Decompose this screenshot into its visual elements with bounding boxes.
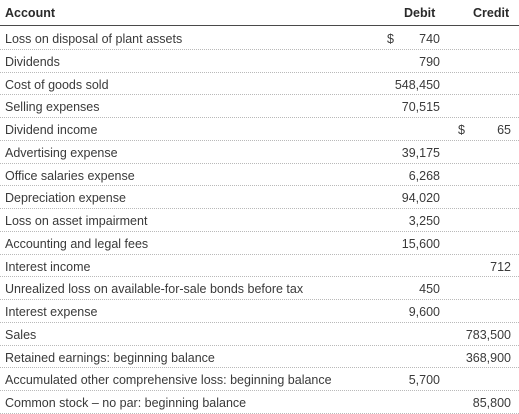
table-row bbox=[0, 141, 519, 164]
header-account: Account bbox=[5, 6, 55, 20]
account-cell: Common stock – no par: beginning balance bbox=[5, 396, 247, 410]
table-row bbox=[0, 323, 519, 346]
table-row bbox=[0, 346, 519, 369]
table-row bbox=[0, 186, 519, 209]
header-credit: Credit bbox=[473, 6, 510, 20]
credit-cell: 712 bbox=[490, 259, 511, 274]
table-row bbox=[0, 118, 519, 141]
header-debit: Debit bbox=[404, 6, 436, 20]
header-rule bbox=[0, 25, 519, 26]
account-cell: Accounting and legal fees bbox=[5, 236, 149, 251]
account-cell: Loss on disposal of plant assets bbox=[5, 32, 183, 46]
table-row bbox=[0, 300, 519, 323]
account-cell: Unrealized loss on available-for-sale bonds before tax bbox=[5, 282, 304, 297]
table-row bbox=[0, 368, 519, 391]
account-cell: Depreciation expense bbox=[5, 191, 126, 206]
debit-cell: 740 bbox=[419, 32, 440, 46]
table-row bbox=[0, 164, 519, 187]
debit-cell: 15,600 bbox=[401, 236, 440, 251]
table-body bbox=[0, 27, 519, 414]
account-cell: Interest income bbox=[5, 259, 91, 274]
debit-cell: 450 bbox=[419, 282, 440, 297]
table-row bbox=[0, 232, 519, 255]
debit-cell: 790 bbox=[419, 54, 440, 69]
account-cell: Accumulated other comprehensive loss: beginning balance bbox=[5, 373, 332, 388]
debit-cell: 70,515 bbox=[401, 100, 440, 115]
account-cell: Office salaries expense bbox=[5, 168, 135, 183]
credit-cell: 65 bbox=[497, 123, 511, 137]
account-cell: Selling expenses bbox=[5, 100, 100, 115]
account-cell: Retained earnings: beginning balance bbox=[5, 350, 215, 365]
account-cell: Dividends bbox=[5, 54, 60, 69]
table-row bbox=[0, 50, 519, 73]
table-header bbox=[0, 0, 519, 26]
account-cell: Dividend income bbox=[5, 123, 98, 137]
account-cell: Sales bbox=[5, 327, 37, 342]
table-row bbox=[0, 73, 519, 96]
account-cell: Cost of goods sold bbox=[5, 77, 109, 92]
debit-cell: 548,450 bbox=[394, 77, 440, 92]
debit-cell: 39,175 bbox=[401, 145, 440, 160]
account-cell: Loss on asset impairment bbox=[5, 214, 148, 228]
credit-cell: 85,800 bbox=[472, 396, 511, 410]
account-cell: Interest expense bbox=[5, 305, 98, 319]
table-row bbox=[0, 27, 519, 50]
debit-cell: 9,600 bbox=[408, 305, 440, 319]
account-cell: Advertising expense bbox=[5, 145, 118, 160]
credit-cell: 783,500 bbox=[465, 327, 511, 342]
table-row bbox=[0, 95, 519, 118]
table-row bbox=[0, 255, 519, 278]
debit-cell: 5,700 bbox=[408, 373, 440, 388]
debit-cell: 6,268 bbox=[408, 168, 440, 183]
table-row bbox=[0, 391, 519, 414]
debit-currency-symbol: $ bbox=[387, 32, 394, 46]
table-row bbox=[0, 277, 519, 300]
debit-cell: 3,250 bbox=[408, 214, 440, 228]
table-row bbox=[0, 209, 519, 232]
credit-cell: 368,900 bbox=[465, 350, 511, 365]
debit-cell: 94,020 bbox=[401, 191, 440, 206]
credit-currency-symbol: $ bbox=[458, 123, 465, 137]
